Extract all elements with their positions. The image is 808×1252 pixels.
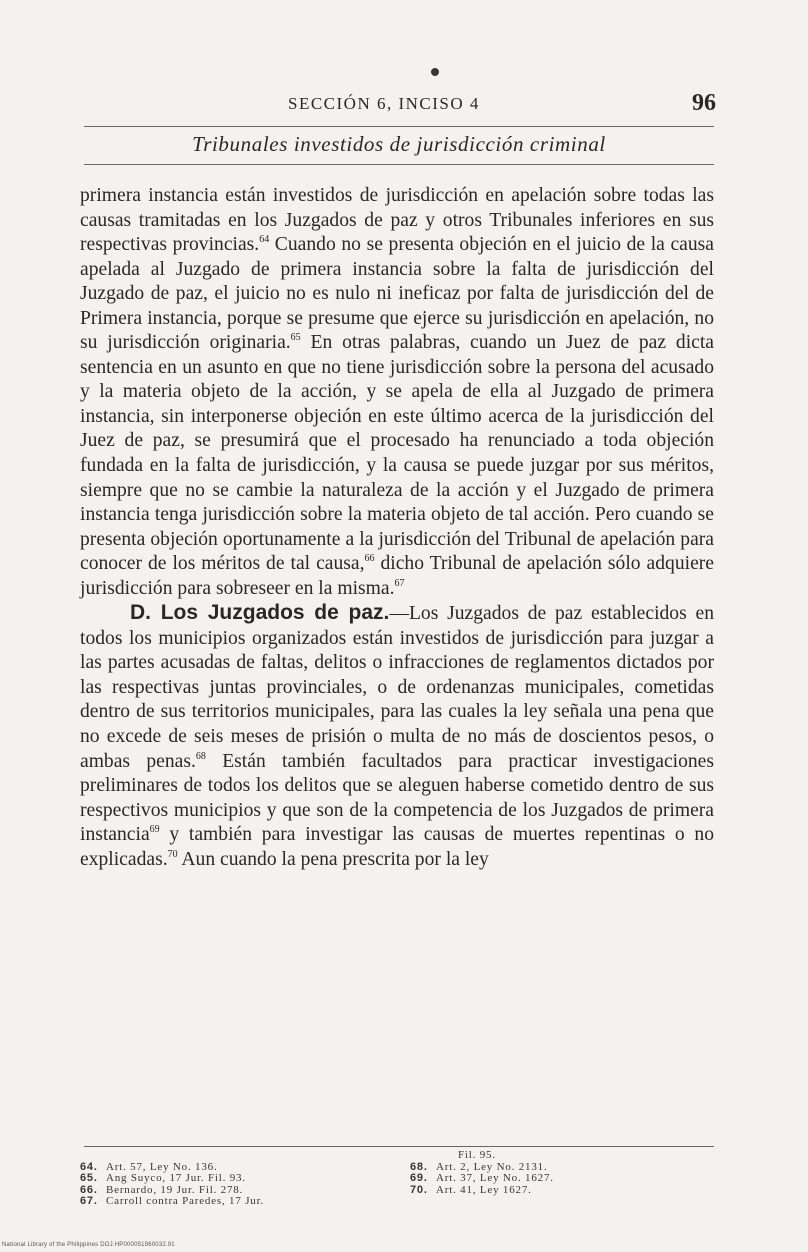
- header-ornament-dot: [431, 68, 439, 76]
- footnote-64: 64. Art. 57, Ley No. 136.: [80, 1160, 218, 1173]
- footnote-ref-67: 67: [394, 577, 405, 589]
- footnotes-right-column: [410, 1150, 720, 1196]
- section-subheading: D. Los Juzgados de paz.: [130, 601, 390, 625]
- page-number: 96: [692, 90, 716, 116]
- page-header: [80, 92, 716, 122]
- running-title: Tribunales investidos de jurisdicción criminal: [192, 132, 606, 156]
- footnote-66: 66. Bernardo, 19 Jur. Fil. 278.: [80, 1183, 244, 1196]
- paragraph-juzgados-de-paz: D. Los Juzgados de paz.—Los Juzgados de paz establecidos en todos los municipios organizados están investidos de jurisdicción para juzgar a las partes acusadas de faltas, delitos o infracciones de reglamentos dictados por las respectivas juntas provinciales, o de ordenanzas municipales, cometidas dentro de sus territorios municipales, para las cuales la ley señala una pena que no excede de seis meses de prisión o multa de no más de doscientos pesos, o ambas penas.$^{68}$ Están también facultados para practicar investigaciones preliminares de todos los delitos que se aleguen haberse cometido dentro de sus respectivos municipios y que son de la competencia de los Juzgados de primera instancia$^{69}$ y también para investigar las causas de muertes repentinas o no explicadas.$^{70}$ Aun cuando la pena prescrita por la ley: [80, 601, 714, 870]
- footnote-69: 69. Art. 37, Ley No. 1627.: [410, 1172, 554, 1184]
- header-rule-bottom: [84, 164, 714, 165]
- footnote-65: 65. Ang Suyco, 17 Jur. Fil. 93.: [80, 1172, 246, 1184]
- paragraph-jurisdiction-appeal: primera instancia están investidos de jurisdicción en apelación sobre todas las causas tramitadas en los Juzgados de paz y otros Tribunales inferiores en sus respectivas provincias.$^{64}$ Cuando no se presenta objeción en el juicio de la causa apelada al Juzgado de primera instancia sobre la falta de jurisdicción del Juzgado de paz, el juicio no es nulo ni ineficaz por falta de jurisdicción del de Primera instancia, porque se presume que ejerce su jurisdicción en apelación, no su jurisdicción originaria.$^{65}$ En otras palabras, cuando un Juez de paz dicta sentencia en un asunto en que no tiene jurisdicción sobre la persona del acusado y la materia objeto de la acción, y se apela de ella al Juzgado de primera instancia, sin interponerse objeción en este último acerca de la jurisdicción del Juez de paz, se presumirá que el procesado ha renunciado a toda objeción fundada en la falta de jurisdicción, y la causa se puede juzgar por sus méritos, siempre que no se cambie la naturaleza de la acción y el Juzgado de primera instancia tenga jurisdicción sobre la materia objeto de tal acción. Pero cuando se presenta objeción oportunamente a la jurisdicción del Tribunal de apelación para conocer de los méritos de tal causa,$^{66}$ dicho Tribunal de apelación sólo adquiere jurisdicción para sobreseer en la misma.$^{67}$: [80, 185, 714, 599]
- footnote-ref-69: 69: [149, 824, 160, 836]
- footnote-ref-64: 64: [259, 234, 270, 246]
- header-rule-top: [84, 126, 714, 127]
- footnote-ref-68: 68: [195, 750, 206, 762]
- footnote-rule: [84, 1146, 714, 1147]
- footnote-70: 70. Art. 41, Ley 1627.: [410, 1183, 532, 1196]
- footnote-67: 67. Carroll contra Paredes, 17 Jur.: [80, 1195, 264, 1207]
- body-text: [80, 184, 714, 872]
- footnote-ref-70: 70: [167, 848, 178, 860]
- footnote-ref-65: 65: [290, 332, 301, 344]
- section-label: SECCIÓN 6, INCISO 4: [288, 94, 480, 113]
- footnote-67-continuation: Fil. 95.: [458, 1149, 496, 1161]
- scan-watermark: National Library of the Philippines DOJ.HP000051960032.91: [2, 1242, 175, 1248]
- footnotes-left-column: [80, 1150, 400, 1208]
- footnote-ref-66: 66: [364, 553, 375, 565]
- footnote-68: 68. Art. 2, Ley No. 2131.: [410, 1160, 548, 1173]
